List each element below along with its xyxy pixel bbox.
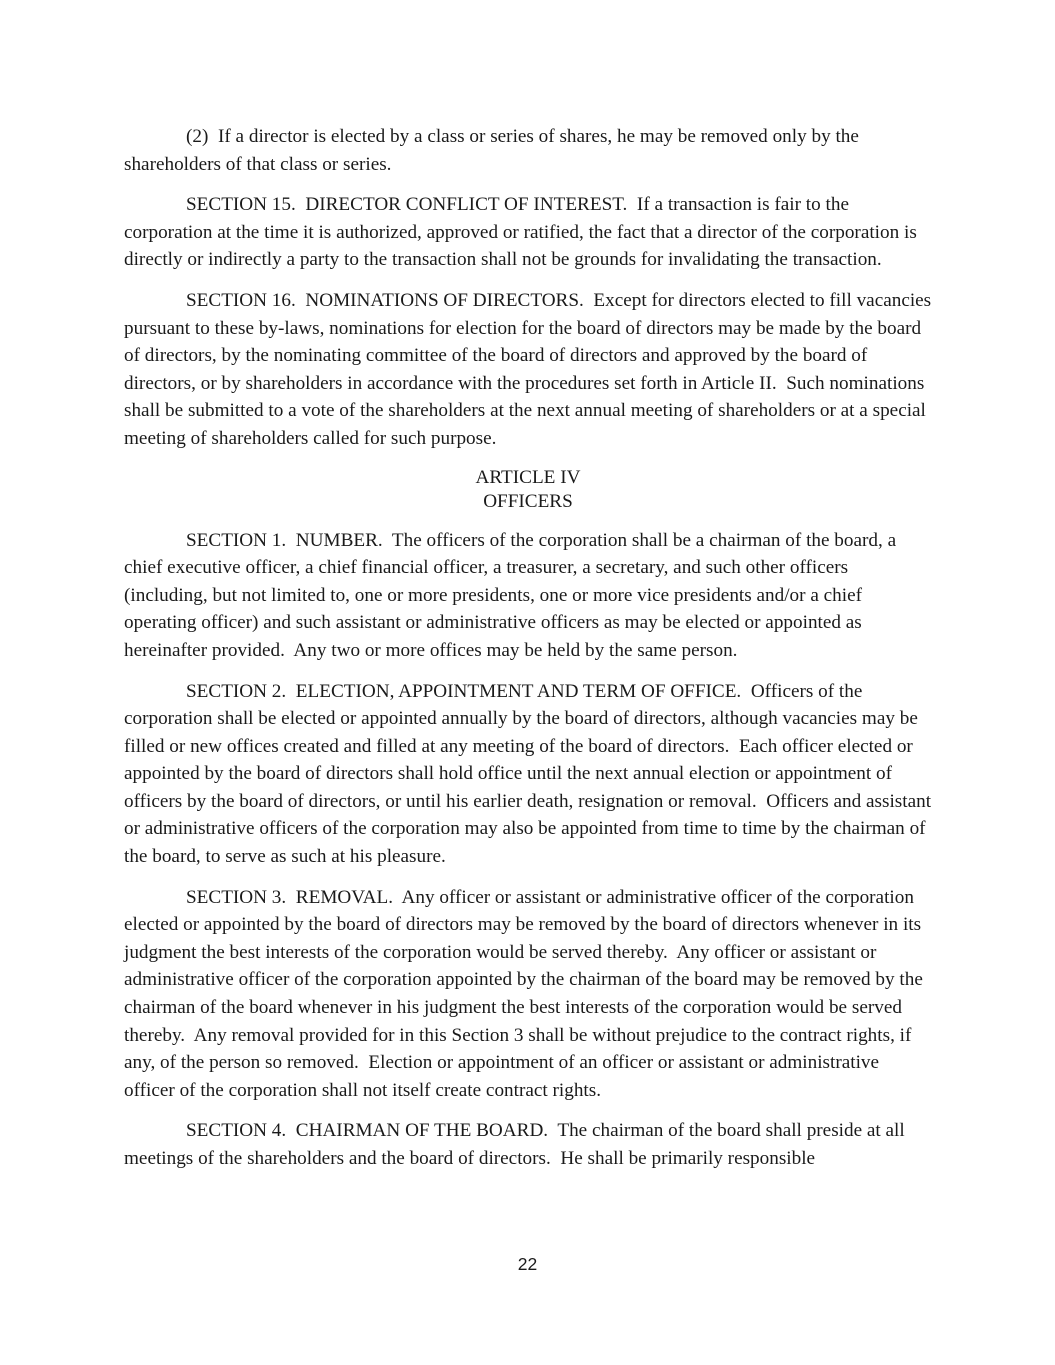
article-title: OFFICERS (483, 490, 573, 512)
paragraph-section-4: SECTION 4. CHAIRMAN OF THE BOARD. The chairman of the board shall preside at all meetings of the shareholders and the board of directors. He shall be primarily responsible (124, 1120, 910, 1169)
paragraph-section-2: SECTION 2. ELECTION, APPOINTMENT AND TERM OF OFFICE. Officers of the corporation shall be elected or appointed annually by the board of directors, although vacancies may be filled or new offices created and filled at any meeting of the board of directors. Each officer elected or appointed by the board of directors shall hold office until the next annual election or appointment of officers by the board of directors, or until his earlier death, resignation or removal. Officers and assistant or administrative officers of the corporation may also be appointed from time to time by the chairman of the board, to serve as such at his pleasure. (124, 680, 936, 868)
article-heading (124, 466, 932, 514)
paragraph-section-15: SECTION 15. DIRECTOR CONFLICT OF INTEREST. If a transaction is fair to the corporation at the time it is authorized, approved or ratified, the fact that a director of the corporation is directly or indirectly a party to the transaction shall not be grounds for invalidating the transaction. (124, 194, 922, 271)
page-number: 22 (517, 1254, 538, 1274)
paragraph-section-1: SECTION 1. NUMBER. The officers of the corporation shall be a chairman of the board, a chief executive officer, a chief financial officer, a treasurer, a secretary, and such other officers (including, but not limited to, one or more presidents, one or more vice presidents and/or a chief operating officer) and such assistant or administrative officers as may be elected or appointed as hereinafter provided. Any two or more offices may be held by the same person. (124, 529, 901, 661)
paragraph-section-16: SECTION 16. NOMINATIONS OF DIRECTORS. Except for directors elected to fill vacancies pursuant to these by-laws, nominations for election for the board of directors may be made by the board of directors, by the nominating committee of the board of directors and approved by the board of directors, or by shareholders in accordance with the procedures set forth in Article II. Such nominations shall be submitted to a vote of the shareholders at the next annual meeting of shareholders or at a special meeting of shareholders called for such purpose. (124, 289, 936, 449)
article-number: ARTICLE IV (475, 466, 581, 488)
paragraph-section-14-2: (2) If a director is elected by a class or series of shares, he may be removed only by the shareholders of that class or series. (124, 126, 864, 175)
paragraph-section-3: SECTION 3. REMOVAL. Any officer or assistant or administrative officer of the corporation elected or appointed by the board of directors may be removed by the board of directors whenever in its judgment the best interests of the corporation would be served thereby. Any officer or assistant or administrative officer of the corporation appointed by the chairman of the board may be removed by the chairman of the board whenever in his judgment the best interests of the corporation would be served thereby. Any removal provided for in this Section 3 shall be without prejudice to the contract rights, if any, of the person so removed. Election or appointment of an officer or assistant or administrative officer of the corporation shall not itself create contract rights. (124, 886, 928, 1101)
document-page (124, 123, 936, 1186)
